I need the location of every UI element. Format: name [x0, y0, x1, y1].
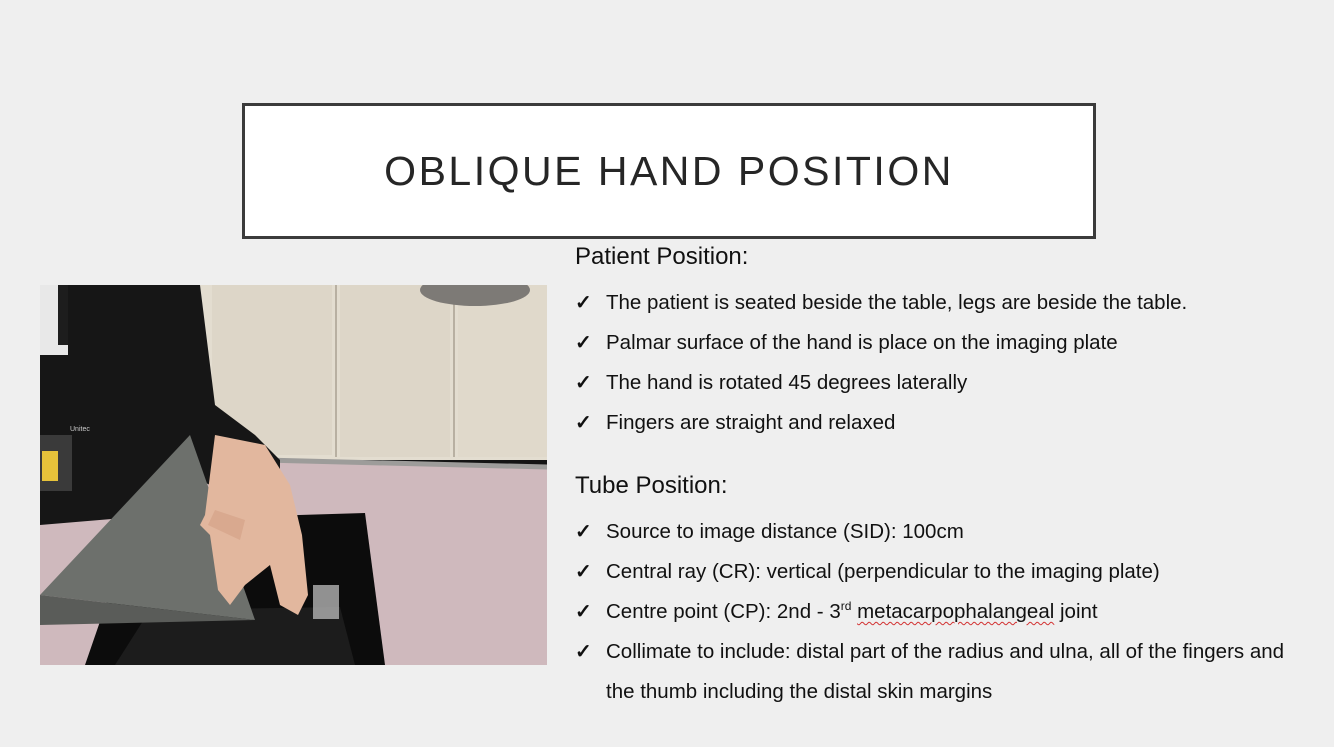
spellcheck-word: metacarpophalangeal: [857, 600, 1055, 623]
check-icon: ✓: [575, 332, 592, 354]
check-icon: ✓: [575, 521, 592, 543]
title-box: [242, 103, 1096, 239]
centre-point-prefix: Centre point (CP): 2nd - 3: [606, 600, 841, 623]
photo-illustration: [40, 285, 547, 665]
list-item-text: Central ray (CR): vertical (perpendicular to the imaging plate): [606, 560, 1160, 583]
list-item-text: Palmar surface of the hand is place on the imaging plate: [606, 331, 1118, 354]
tube-position-heading: Tube Position:: [575, 472, 728, 499]
content-panel: [575, 240, 1315, 712]
check-icon: ✓: [575, 601, 592, 623]
list-item-text: Fingers are straight and relaxed: [606, 411, 896, 434]
check-icon: ✓: [575, 292, 592, 314]
ordinal-suffix: rd: [840, 599, 852, 614]
centre-point-suffix: joint: [1054, 600, 1098, 623]
list-item-text: The hand is rotated 45 degrees laterally: [606, 371, 968, 394]
list-item: [575, 552, 1315, 592]
badge-logo-text: Unitec: [70, 426, 90, 433]
list-item: [575, 363, 1315, 403]
check-icon: ✓: [575, 641, 592, 663]
patient-position-heading: Patient Position:: [575, 243, 749, 270]
list-item-text: Collimate to include: distal part of the radius and ulna, all of the fingers and the thumb including the distal skin margins: [606, 640, 1285, 703]
check-icon: ✓: [575, 561, 592, 583]
list-item: [575, 283, 1315, 323]
check-icon: ✓: [575, 412, 592, 434]
list-item: [575, 403, 1315, 443]
check-icon: ✓: [575, 372, 592, 394]
list-item-text: The patient is seated beside the table, legs are beside the table.: [606, 291, 1188, 314]
patient-position-list: [575, 283, 1315, 443]
list-item-text: Source to image distance (SID): 100cm: [606, 520, 964, 543]
hand-position-photo: [40, 285, 547, 665]
tube-position-list: [575, 512, 1315, 712]
list-item: [575, 512, 1315, 552]
list-item: [575, 632, 1315, 712]
slide-title: OBLIQUE HAND POSITION: [384, 147, 954, 194]
list-item: [575, 323, 1315, 363]
list-item: [575, 592, 1315, 632]
